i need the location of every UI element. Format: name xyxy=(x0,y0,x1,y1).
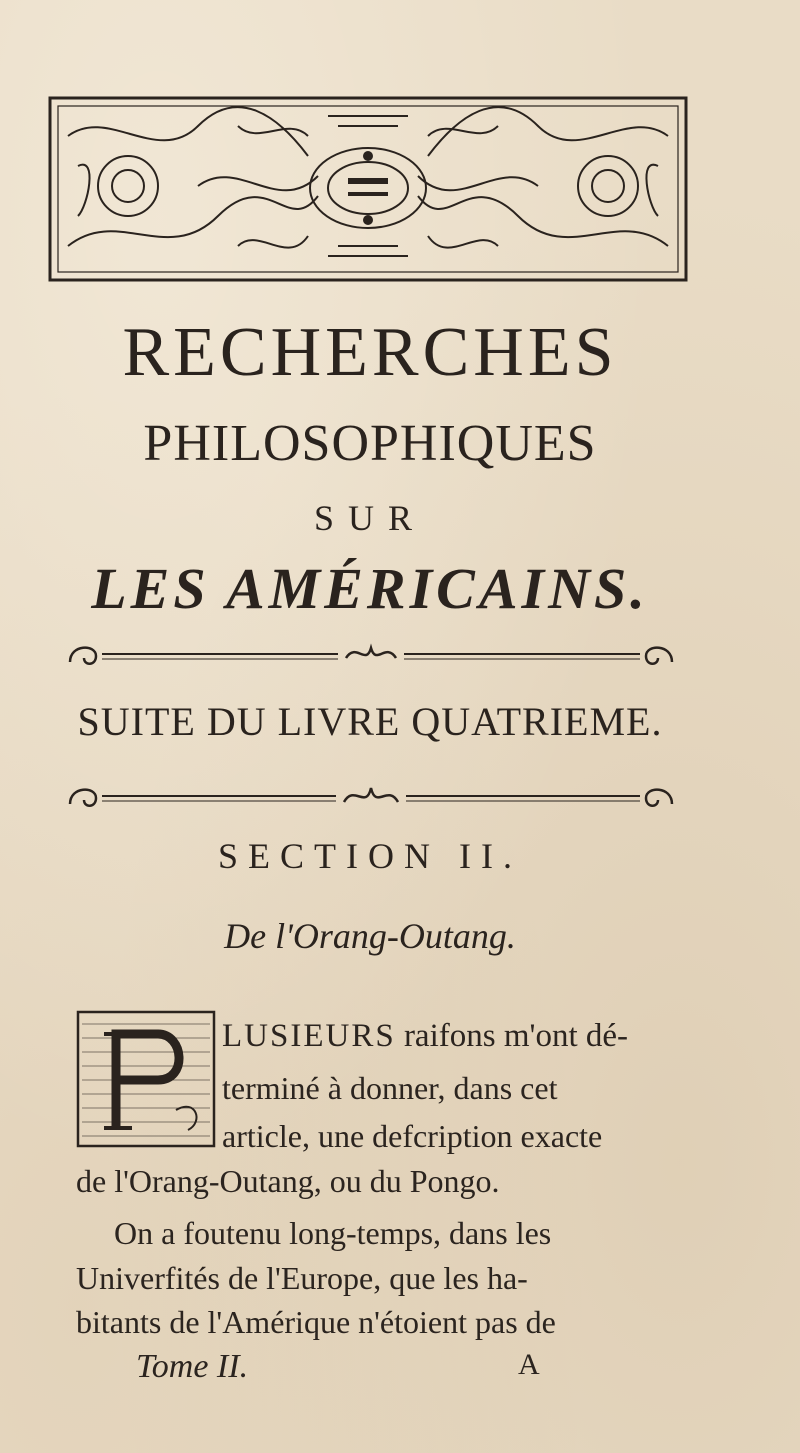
body-line-4: de l'Orang-Outang, ou du Pongo. xyxy=(76,1163,500,1199)
body-line-7: bitants de l'Amérique n'étoient pas de xyxy=(76,1304,556,1340)
body-line-1-rest: raifons m'ont dé- xyxy=(395,1018,628,1054)
signature-mark: A xyxy=(518,1348,540,1381)
body-line-1-caps: LUSIEURS xyxy=(222,1018,396,1054)
title-sub: PHILOSOPHIQUES xyxy=(143,415,597,472)
body-line-5: On a foutenu long-temps, dans les xyxy=(114,1215,552,1251)
section-subtitle: De l'Orang-Outang. xyxy=(224,916,516,956)
title-sur: SUR xyxy=(313,498,427,538)
section-heading: SECTION II. xyxy=(218,836,522,876)
ornamental-rule-icon xyxy=(66,778,676,814)
decorated-initial-P-icon xyxy=(76,1010,216,1148)
title-subject: LES AMÉRICAINS. xyxy=(91,556,649,621)
ornamental-rule-icon xyxy=(66,636,676,672)
volume-label: Tome II. xyxy=(136,1348,249,1385)
book-part-heading: SUITE DU LIVRE QUATRIEME. xyxy=(77,699,663,744)
body-line-2: terminé à donner, dans cet xyxy=(222,1070,558,1106)
body-line-1 xyxy=(222,1020,628,1053)
body-line-3: article, une defcription exacte xyxy=(222,1118,603,1154)
title-main: RECHERCHES xyxy=(122,314,618,391)
ornamental-headpiece-icon xyxy=(48,96,688,282)
body-line-6: Univerfités de l'Europe, que les ha- xyxy=(76,1260,528,1296)
